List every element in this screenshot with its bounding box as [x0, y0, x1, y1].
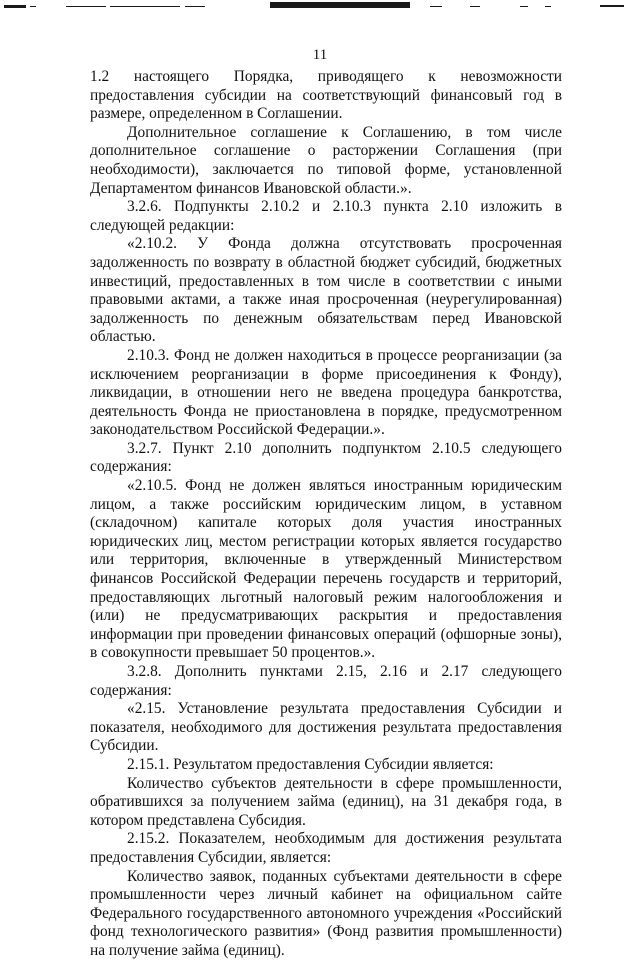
paragraph: 3.2.6. Подпункты 2.10.2 и 2.10.3 пункта 2.10 изложить в следующей редакции:	[90, 198, 562, 234]
paragraph: «2.15. Установление результата предоставления Субсидии и показателя, необходимого для достижения результата предоставления Субсидии.	[90, 700, 562, 755]
paragraph: Дополнительное соглашение к Соглашению, в том числе дополнительное соглашение о расторжении Соглашения (при необходимости), заключается по типовой форме, установленной Департаментом финансов Ивановской области.».	[90, 123, 562, 197]
paragraph: 3.2.8. Дополнить пунктами 2.15, 2.16 и 2.17 следующего содержания:	[90, 663, 562, 699]
paragraph: Количество субъектов деятельности в сфере промышленности, обратившихся за получением займа (единиц), на 31 декабря года, в котором представлена Субсидия.	[90, 774, 562, 829]
page-number: 11	[312, 47, 328, 63]
paragraph: Количество заявок, поданных субъектами деятельности в сфере промышленности через личный кабинет на официальном сайте Федерального государственного автономного учреждения «Российский фонд технологического развития» (Фонд развития промышленности) на получение займа (единиц).	[90, 867, 562, 959]
paragraph: «2.10.5. Фонд не должен являться иностранным юридическим лицом, а также российским юридическим лицом, в уставном (складочном) капитале которых доля участия иностранных юридических лиц, местом регистрации которых является государство или территория, включенные в утвержденный Министерством финансов Российской Федерации перечень государств и территорий, предоставляющих льготный налоговый режим налогообложения и (или) не предусматривающих раскрытия и предоставления информации при проведении финансовых операций (офшорные зоны), в совокупности превышает 50 процентов.».	[90, 477, 562, 662]
paragraph: 2.10.3. Фонд не должен находиться в процессе реорганизации (за исключением реорганизации в форме присоединения к Фонду), ликвидации, в отношении него не введена процедура банкротства, деятельность Фонда не приостановлена в порядке, предусмотренном законодательством Российской Федерации.».	[90, 346, 562, 439]
paragraph: 1.2 настоящего Порядка, приводящего к невозможности предоставления субсидии на соответствующий финансовый год в размере, определенном в Соглашении.	[90, 68, 562, 123]
paragraph: «2.10.2. У Фонда должна отсутствовать просроченная задолженность по возврату в областной бюджет субсидий, бюджетных инвестиций, предоставленных в том числе в соответствии с иными правовыми актами, а также иная просроченная (неурегулированная) задолженность по денежным обязательствам перед Ивановской областью.	[90, 235, 562, 346]
paragraph: 2.15.1. Результатом предоставления Субсидии является:	[127, 755, 494, 773]
paragraph: 3.2.7. Пункт 2.10 дополнить подпунктом 2.10.5 следующего содержания:	[90, 439, 562, 476]
paragraph: 2.15.2. Показателем, необходимым для достижения результата предоставления Субсидии, является:	[90, 830, 562, 866]
scan-artifact-bar	[0, 2, 640, 12]
document-body	[90, 68, 562, 961]
